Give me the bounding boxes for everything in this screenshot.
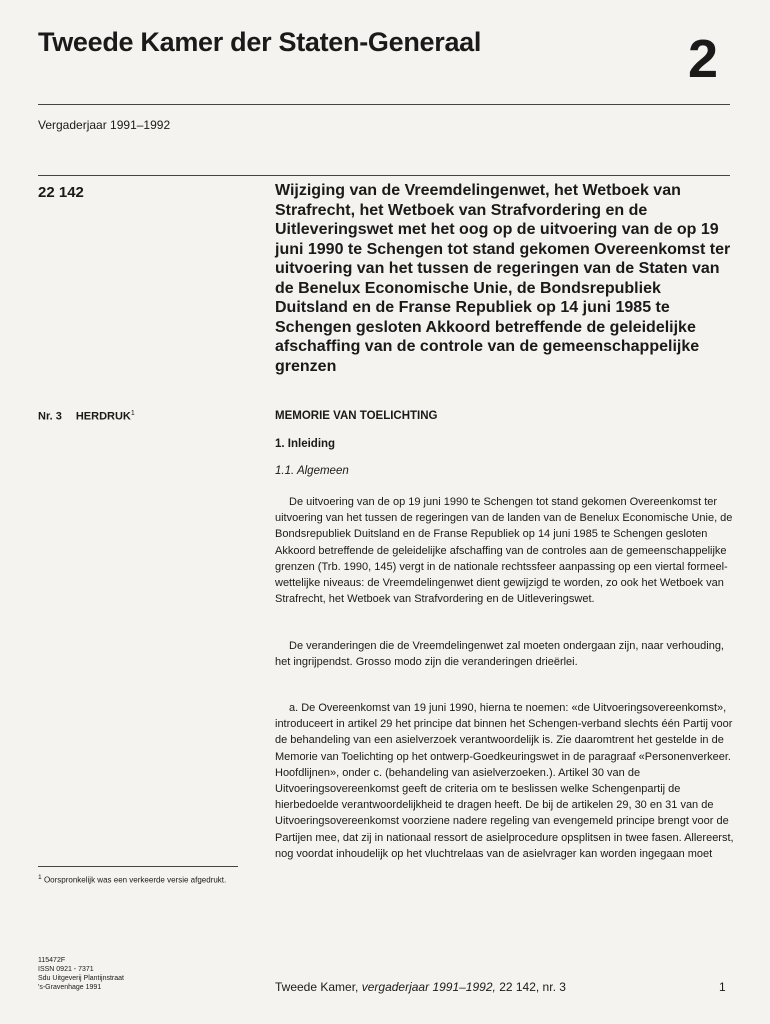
header-title: Tweede Kamer der Staten-Generaal [38,27,482,57]
footnote [38,872,253,886]
footer-chamber: Tweede Kamer, [275,980,359,994]
footnote-ref: 1 [130,410,135,417]
memo-title: MEMORIE VAN TOELICHTING [275,410,438,422]
subsection-heading: 1.1. Algemeen [275,465,349,477]
paragraph-1 [275,494,735,607]
reprint-label: HERDRUK [75,410,131,423]
paragraph-2-text: De veranderingen die de Vreemdelingenwet zal moeten ondergaan zijn, naar verhouding, het ingrijpendst. Grosso modo zijn die veranderingen drieërlei. [275,640,724,669]
footnote-text: Oorspronkelijk was een verkeerde versie afgedrukt. [43,875,227,885]
header-divider [38,104,730,105]
page-footer [275,980,566,994]
document-number: 22 142 [38,184,84,201]
paragraph-1-text: De uitvoering van de op 19 juni 1990 te Schengen tot stand gekomen Overeenkomst ter uitvoering van het tussen de regeringen van de landen van de Benelux Economische Unie, de Bondsrepubliek Duitsland en de Franse Republiek op 14 juni 1985 te Schengen gesloten Akkoord betreffende de geleidelijke afschaffing van de controles aan de gemeenschappelijke grenzen (Trb. 1990, 145) vergt in de nationale rechtssfeer aanpassing op een viertal formeel-wettelijke niveaus: de Vreemdelingenwet dient gewijzigd te worden, zo ook het Wetboek van Strafrecht, het Wetboek van Strafvordering en de Uitleveringswet. [275,496,733,606]
paragraph-3-text: a. De Overeenkomst van 19 juni 1990, hierna te noemen: «de Uitvoeringsovereenkomst», introduceert in artikel 29 het principe dat binnen het Schengen-verband slechts één Partij voor de behandeling van een asielverzoek verantwoordelijk is. Zie daaromtrent het gestelde in de Memorie van Toelichting op het ontwerp-Goedkeuringswet in de paragraaf «Personenverkeer. Hoofdlijnen», onder c. (behandeling van asielverzoeken.). Artikel 30 van de Uitvoeringsovereenkomst geeft de criteria om te beslissen welke Schengenpartij de hierbedoelde verantwoordelijkheid te dragen heeft. De bij de artikelen 29, 30 en 31 van de Uitvoeringsovereenkomst voorziene nadere regeling van evengemeld principe brengt voor de Partijen mee, dat zij in nationaal ressort de asielprocedure opsplitsen in twee fasen. Allereerst, nog voordat inhoudelijk op het vluchtrelaas van de asielvrager kan worden ingegaan moet [275,702,734,860]
footnote-marker: 1 [38,874,42,881]
footer-doc-ref: 22 142, nr. 3 [499,980,566,994]
page-number: 1 [719,980,726,994]
item-nr: Nr. 3 [38,410,62,423]
document-title: Wijziging van de Vreemdelingenwet, het Wetboek van Strafrecht, het Wetboek van Strafvordering en de Uitleveringswet met het oog op de uitvoering van de op 19 juni 1990 te Schengen tot stand gekomen Overeenkomst ter uitvoering van het tussen de regeringen van de Staten van de Benelux Economische Unie, de Bondsrepubliek Duitsland en de Franse Republiek op 14 juni 1985 te Schengen gesloten Akkoord betreffende de geleidelijke afschaffing van de controle van de gemeenschappelijke grenzen [275,182,731,375]
session-year: Vergaderjaar 1991–1992 [38,118,171,132]
section-heading: 1. Inleiding [275,438,336,450]
paragraph-2 [275,638,735,670]
title-divider [38,175,730,176]
publisher-info: 115472F ISSN 0921 - 7371 Sdu Uitgeverij Plantijnstraat 's-Gravenhage 1991 [38,957,124,991]
paragraph-3 [275,700,735,862]
footnote-divider [38,866,238,867]
footer-year: vergaderjaar 1991–1992, [361,980,496,994]
chamber-number: 2 [688,29,719,89]
item-number [38,410,135,423]
